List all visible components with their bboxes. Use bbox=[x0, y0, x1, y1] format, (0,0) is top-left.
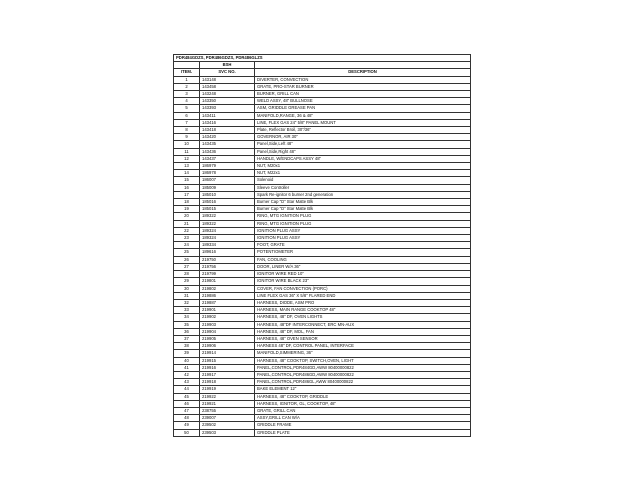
description-cell: HARNESS, 48" OVEN SENSOR bbox=[255, 335, 471, 342]
svc-number-cell: 143416 bbox=[200, 119, 255, 126]
svc-number-cell: 219799 bbox=[200, 271, 255, 278]
table-row bbox=[174, 105, 471, 112]
table-row bbox=[174, 429, 471, 436]
svc-number-cell: 189322 bbox=[200, 220, 255, 227]
svc-number-cell: 239502 bbox=[200, 422, 255, 429]
description-cell: Plate, Reflector Broil, 30"/36" bbox=[255, 127, 471, 134]
column-header-description: DESCRIPTION bbox=[255, 69, 471, 76]
item-cell: 6 bbox=[174, 112, 200, 119]
item-cell: 34 bbox=[174, 314, 200, 321]
table-row bbox=[174, 263, 471, 270]
brand-row bbox=[174, 62, 471, 69]
table-row bbox=[174, 177, 471, 184]
table-row bbox=[174, 256, 471, 263]
svc-number-cell: 185016 bbox=[200, 199, 255, 206]
description-cell: MANIFOLD,SIMMERING, 36" bbox=[255, 350, 471, 357]
item-cell: 2 bbox=[174, 83, 200, 90]
item-cell: 31 bbox=[174, 292, 200, 299]
item-cell: 25 bbox=[174, 249, 200, 256]
svc-number-cell: 143435 bbox=[200, 141, 255, 148]
table-row bbox=[174, 343, 471, 350]
table-row bbox=[174, 235, 471, 242]
svc-number-cell: 219756 bbox=[200, 263, 255, 270]
table-row bbox=[174, 112, 471, 119]
table-row bbox=[174, 148, 471, 155]
description-cell: Solenoid bbox=[255, 177, 471, 184]
item-cell: 44 bbox=[174, 386, 200, 393]
table-row bbox=[174, 271, 471, 278]
model-row bbox=[174, 55, 471, 62]
item-cell: 4 bbox=[174, 98, 200, 105]
item-cell: 30 bbox=[174, 285, 200, 292]
item-cell: 47 bbox=[174, 407, 200, 414]
svc-number-cell: 143411 bbox=[200, 112, 255, 119]
svc-number-cell: 143436 bbox=[200, 148, 255, 155]
table-row bbox=[174, 321, 471, 328]
svc-number-cell: 186978 bbox=[200, 170, 255, 177]
item-cell: 10 bbox=[174, 141, 200, 148]
item-cell: 3 bbox=[174, 91, 200, 98]
item-cell: 45 bbox=[174, 393, 200, 400]
svc-number-cell: 219919 bbox=[200, 386, 255, 393]
item-cell: 38 bbox=[174, 343, 200, 350]
item-cell: 46 bbox=[174, 400, 200, 407]
table-row bbox=[174, 206, 471, 213]
description-cell: GRIDDLE FRAME bbox=[255, 422, 471, 429]
table-row bbox=[174, 83, 471, 90]
table-row bbox=[174, 184, 471, 191]
description-cell: FAN, COOLING bbox=[255, 256, 471, 263]
item-cell: 16 bbox=[174, 184, 200, 191]
description-cell: PANEL,CONTROL,PDR486GD,AWW 80400000822 bbox=[255, 371, 471, 378]
table-row bbox=[174, 379, 471, 386]
item-cell: 21 bbox=[174, 220, 200, 227]
svc-number-cell: 185010 bbox=[200, 191, 255, 198]
description-cell: DIVERTER, CONVECTION bbox=[255, 76, 471, 83]
description-cell: GRATE, GRILL CAN bbox=[255, 407, 471, 414]
item-cell: 1 bbox=[174, 76, 200, 83]
item-cell: 37 bbox=[174, 335, 200, 342]
svc-number-cell: 219921 bbox=[200, 400, 255, 407]
description-cell: COVER, FAN CONVECTION (PORC) bbox=[255, 285, 471, 292]
svc-number-cell: 143393 bbox=[200, 105, 255, 112]
table-row bbox=[174, 242, 471, 249]
table-row bbox=[174, 227, 471, 234]
description-cell: HARNESS, 48" COOKTOP, SWITCH,OVEN, LIGHT bbox=[255, 357, 471, 364]
item-cell: 49 bbox=[174, 422, 200, 429]
item-cell: 13 bbox=[174, 163, 200, 170]
table-row bbox=[174, 163, 471, 170]
table-row bbox=[174, 127, 471, 134]
table-row bbox=[174, 350, 471, 357]
description-cell: HANDLE, W/ENDCAPS ASSY 48" bbox=[255, 155, 471, 162]
svc-number-cell: 143437 bbox=[200, 155, 255, 162]
model-numbers: PDR484GDZS, PDR486GDZS, PDR486GLZS bbox=[174, 55, 471, 62]
brand-blank-cell bbox=[255, 62, 471, 69]
table-row bbox=[174, 314, 471, 321]
table-row bbox=[174, 393, 471, 400]
description-cell: Burner Cap "D" Star Matte Blk bbox=[255, 199, 471, 206]
svc-number-cell: 186007 bbox=[200, 177, 255, 184]
item-cell: 48 bbox=[174, 415, 200, 422]
item-cell: 42 bbox=[174, 371, 200, 378]
description-cell: IGNITOR WIRE BLACK 23" bbox=[255, 278, 471, 285]
description-cell: HARNESS, 48" DF, OVEN LIGHTS bbox=[255, 314, 471, 321]
description-cell: RING, MTG IGNITION PLUG bbox=[255, 213, 471, 220]
svc-number-cell: 219802 bbox=[200, 285, 255, 292]
table-row bbox=[174, 134, 471, 141]
item-cell: 40 bbox=[174, 357, 200, 364]
table-row bbox=[174, 191, 471, 198]
svc-number-cell: 189324 bbox=[200, 235, 255, 242]
parts-rows bbox=[174, 76, 471, 436]
item-cell: 23 bbox=[174, 235, 200, 242]
table-row bbox=[174, 98, 471, 105]
svc-number-cell: 219905 bbox=[200, 335, 255, 342]
item-cell: 5 bbox=[174, 105, 200, 112]
description-cell: IGNITION PLUG ASSY bbox=[255, 235, 471, 242]
svc-number-cell: 189324 bbox=[200, 227, 255, 234]
description-cell: NUT, M20x1 bbox=[255, 163, 471, 170]
item-cell: 36 bbox=[174, 328, 200, 335]
table-row bbox=[174, 155, 471, 162]
table-row bbox=[174, 307, 471, 314]
description-cell: GRATE, PRO-STAR BURNER bbox=[255, 83, 471, 90]
item-cell: 20 bbox=[174, 213, 200, 220]
item-cell: 35 bbox=[174, 321, 200, 328]
parts-list-page bbox=[173, 54, 470, 437]
svc-number-cell: 219902 bbox=[200, 314, 255, 321]
description-cell: BAKE ELEMENT 12" bbox=[255, 386, 471, 393]
svc-number-cell: 239503 bbox=[200, 429, 255, 436]
item-cell: 19 bbox=[174, 206, 200, 213]
description-cell: GOVERNOR, AIR 30" bbox=[255, 134, 471, 141]
description-cell: DOOR, LINER W/A 36" bbox=[255, 263, 471, 270]
description-cell: Panel,Side,Left 48" bbox=[255, 141, 471, 148]
description-cell: HARNESS, MAIN RANGE COOKTOP 48" bbox=[255, 307, 471, 314]
description-cell: IGNITION PLUG ASSY bbox=[255, 227, 471, 234]
description-cell: FOOT, GRATE bbox=[255, 242, 471, 249]
table-row bbox=[174, 357, 471, 364]
item-cell: 26 bbox=[174, 256, 200, 263]
svc-number-cell: 219801 bbox=[200, 278, 255, 285]
svc-number-cell: 219916 bbox=[200, 364, 255, 371]
svc-number-cell: 219906 bbox=[200, 343, 255, 350]
column-header-svc: SVC NO. bbox=[200, 69, 255, 76]
description-cell: HARNESS, 48"DF INTERCONNECT, ERC MN-AUX bbox=[255, 321, 471, 328]
table-row bbox=[174, 91, 471, 98]
svc-number-cell: 143420 bbox=[200, 134, 255, 141]
table-row bbox=[174, 371, 471, 378]
svc-number-cell: 219917 bbox=[200, 371, 255, 378]
description-cell: HARNESS, 48" DF, MOL, FAN bbox=[255, 328, 471, 335]
table-row bbox=[174, 170, 471, 177]
item-cell: 11 bbox=[174, 148, 200, 155]
item-cell: 9 bbox=[174, 134, 200, 141]
svc-number-cell: 143148 bbox=[200, 76, 255, 83]
description-cell: IGNITOR WIRE RED 10" bbox=[255, 271, 471, 278]
svc-number-cell: 186979 bbox=[200, 163, 255, 170]
item-cell: 33 bbox=[174, 307, 200, 314]
table-row bbox=[174, 335, 471, 342]
description-cell: PANEL,CONTROL,PDR484GD,AWW 80400000822 bbox=[255, 364, 471, 371]
table-row bbox=[174, 141, 471, 148]
description-cell: NUT, M22x1 bbox=[255, 170, 471, 177]
description-cell: RING, MTG IGNITION PLUG bbox=[255, 220, 471, 227]
description-cell: WELD ASSY, 48" BULLNOSE bbox=[255, 98, 471, 105]
svc-number-cell: 143458 bbox=[200, 83, 255, 90]
table-row bbox=[174, 249, 471, 256]
column-header-item: ITEM. bbox=[174, 69, 200, 76]
brand-label: BSH bbox=[200, 62, 255, 69]
item-cell: 28 bbox=[174, 271, 200, 278]
parts-table bbox=[173, 54, 471, 437]
description-cell: PANEL,CONTROL,PDR486GL,AWW 80400000822 bbox=[255, 379, 471, 386]
table-row bbox=[174, 220, 471, 227]
item-cell: 17 bbox=[174, 191, 200, 198]
item-cell: 50 bbox=[174, 429, 200, 436]
description-cell: Burner Cap "D" Star Matte Blk bbox=[255, 206, 471, 213]
item-cell: 22 bbox=[174, 227, 200, 234]
svc-number-cell: 219750 bbox=[200, 256, 255, 263]
svc-number-cell: 189322 bbox=[200, 213, 255, 220]
svc-number-cell: 143248 bbox=[200, 91, 255, 98]
table-row bbox=[174, 213, 471, 220]
svc-number-cell: 238755 bbox=[200, 407, 255, 414]
svc-number-cell: 189334 bbox=[200, 242, 255, 249]
description-cell: MANIFOLD,RANGE, 36 & 48" bbox=[255, 112, 471, 119]
table-row bbox=[174, 278, 471, 285]
description-cell: Spark Re-ignitor 6 burner 2nd generation bbox=[255, 191, 471, 198]
svc-number-cell: 219887 bbox=[200, 299, 255, 306]
description-cell: Panel,Side,Right 48" bbox=[255, 148, 471, 155]
table-row bbox=[174, 400, 471, 407]
table-row bbox=[174, 422, 471, 429]
description-cell: HARNESS 48" DF, CONTROL PANEL, INTERFACE bbox=[255, 343, 471, 350]
svc-number-cell: 219904 bbox=[200, 328, 255, 335]
table-row bbox=[174, 292, 471, 299]
svc-number-cell: 185009 bbox=[200, 184, 255, 191]
item-cell: 14 bbox=[174, 170, 200, 177]
svc-number-cell: 219918 bbox=[200, 379, 255, 386]
table-row bbox=[174, 407, 471, 414]
svc-number-cell: 219915 bbox=[200, 357, 255, 364]
svc-number-cell: 219903 bbox=[200, 321, 255, 328]
item-cell: 24 bbox=[174, 242, 200, 249]
item-cell: 15 bbox=[174, 177, 200, 184]
item-cell: 41 bbox=[174, 364, 200, 371]
table-row bbox=[174, 285, 471, 292]
svc-number-cell: 219914 bbox=[200, 350, 255, 357]
description-cell: HARNESS, DIODE, ASM PRO bbox=[255, 299, 471, 306]
description-cell: Sleeve Controller bbox=[255, 184, 471, 191]
svc-number-cell: 219901 bbox=[200, 307, 255, 314]
item-cell: 7 bbox=[174, 119, 200, 126]
svc-number-cell: 143350 bbox=[200, 98, 255, 105]
table-row bbox=[174, 199, 471, 206]
description-cell: BURNER, GRILL CAN bbox=[255, 91, 471, 98]
description-cell: ASSY,GRILL CAN W/A bbox=[255, 415, 471, 422]
svc-number-cell: 189616 bbox=[200, 249, 255, 256]
header-row bbox=[174, 69, 471, 76]
table-row bbox=[174, 328, 471, 335]
table-row bbox=[174, 119, 471, 126]
item-cell: 27 bbox=[174, 263, 200, 270]
item-cell: 18 bbox=[174, 199, 200, 206]
table-row bbox=[174, 415, 471, 422]
item-cell: 32 bbox=[174, 299, 200, 306]
item-cell: 39 bbox=[174, 350, 200, 357]
description-cell: HARNESS, IGNITOR, GL, COOKTOP, 48" bbox=[255, 400, 471, 407]
item-cell: 8 bbox=[174, 127, 200, 134]
description-cell: POTENTIOMETER bbox=[255, 249, 471, 256]
table-row bbox=[174, 386, 471, 393]
item-cell: 43 bbox=[174, 379, 200, 386]
table-row bbox=[174, 364, 471, 371]
description-cell: ASM, GRIDDLE GREASE PAN bbox=[255, 105, 471, 112]
svc-number-cell: 239007 bbox=[200, 415, 255, 422]
table-row bbox=[174, 299, 471, 306]
svc-number-cell: 185015 bbox=[200, 206, 255, 213]
svc-number-cell: 219886 bbox=[200, 292, 255, 299]
brand-blank-cell bbox=[174, 62, 200, 69]
description-cell: LINE, FLEX GAS 24" 5/8" PANEL MOUNT bbox=[255, 119, 471, 126]
description-cell: LINE FLEX GAS 36" X 5/8" FLARED END bbox=[255, 292, 471, 299]
description-cell: HARNESS, 48" COOKTOP, GRIDDLE bbox=[255, 393, 471, 400]
description-cell: GRIDDLE PLATE bbox=[255, 429, 471, 436]
svc-number-cell: 219922 bbox=[200, 393, 255, 400]
svc-number-cell: 143418 bbox=[200, 127, 255, 134]
table-row bbox=[174, 76, 471, 83]
item-cell: 12 bbox=[174, 155, 200, 162]
item-cell: 29 bbox=[174, 278, 200, 285]
